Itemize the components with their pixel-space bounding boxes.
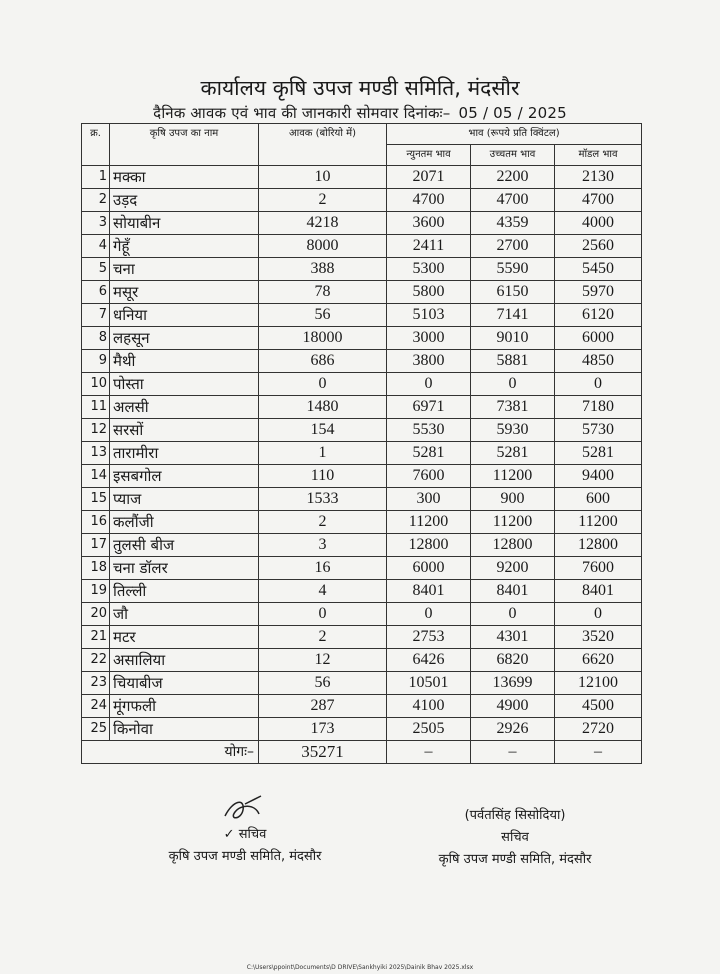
arrival-value: 154 [259, 419, 387, 442]
right-org: कृषि उपज मण्डी समिति, मंदसौर [438, 852, 592, 867]
min-price: 10501 [387, 672, 471, 695]
crop-name: धनिया [110, 304, 259, 327]
arrival-value: 0 [259, 373, 387, 396]
row-sn: 18 [82, 557, 110, 580]
min-price: 3600 [387, 212, 471, 235]
max-price: 12800 [471, 534, 555, 557]
table-body [82, 166, 642, 741]
max-price: 0 [471, 603, 555, 626]
min-price: 2753 [387, 626, 471, 649]
table-row [82, 212, 642, 235]
model-price: 5730 [555, 419, 642, 442]
row-sn: 24 [82, 695, 110, 718]
table-row [82, 396, 642, 419]
min-price: 2071 [387, 166, 471, 189]
table-row [82, 695, 642, 718]
total-row [82, 741, 642, 764]
row-sn: 11 [82, 396, 110, 419]
crop-name: गेहूँ [110, 235, 259, 258]
row-sn: 7 [82, 304, 110, 327]
min-price: 5281 [387, 442, 471, 465]
row-sn: 23 [82, 672, 110, 695]
min-price: 2411 [387, 235, 471, 258]
crop-name: सरसों [110, 419, 259, 442]
max-price: 4359 [471, 212, 555, 235]
crop-name: चना [110, 258, 259, 281]
table-row [82, 235, 642, 258]
min-price: 2505 [387, 718, 471, 741]
table-row [82, 442, 642, 465]
model-price: 2130 [555, 166, 642, 189]
header-sn: क्र. [82, 124, 110, 166]
arrival-value: 110 [259, 465, 387, 488]
min-price: 5103 [387, 304, 471, 327]
max-price: 11200 [471, 511, 555, 534]
model-price: 6620 [555, 649, 642, 672]
table-row [82, 488, 642, 511]
header-crop-name: कृषि उपज का नाम [110, 124, 259, 166]
page-title: कार्यालय कृषि उपज मण्डी समिति, मंदसौर [200, 76, 520, 100]
total-model: – [555, 741, 642, 764]
row-sn: 10 [82, 373, 110, 396]
model-price: 2560 [555, 235, 642, 258]
max-price: 6820 [471, 649, 555, 672]
model-price: 9400 [555, 465, 642, 488]
crop-name: जौ [110, 603, 259, 626]
table-row [82, 189, 642, 212]
arrival-value: 10 [259, 166, 387, 189]
report-date: 05 / 05 / 2025 [458, 104, 567, 122]
right-title: सचिव [501, 830, 529, 845]
crop-name: सोयाबीन [110, 212, 259, 235]
model-price: 5281 [555, 442, 642, 465]
table-row [82, 373, 642, 396]
crop-name: तिल्ली [110, 580, 259, 603]
row-sn: 15 [82, 488, 110, 511]
crop-name: कलौंजी [110, 511, 259, 534]
total-arrival: 35271 [259, 741, 387, 764]
max-price: 5590 [471, 258, 555, 281]
max-price: 0 [471, 373, 555, 396]
table-row [82, 419, 642, 442]
subtitle-text: दैनिक आवक एवं भाव की जानकारी सोमवार दिनांकः– [153, 104, 451, 122]
row-sn: 6 [82, 281, 110, 304]
min-price: 4700 [387, 189, 471, 212]
table-row [82, 672, 642, 695]
max-price: 900 [471, 488, 555, 511]
max-price: 2200 [471, 166, 555, 189]
table-row [82, 534, 642, 557]
arrival-value: 2 [259, 189, 387, 212]
table-row [82, 166, 642, 189]
crop-name: तारामीरा [110, 442, 259, 465]
model-price: 600 [555, 488, 642, 511]
table-row [82, 649, 642, 672]
max-price: 5930 [471, 419, 555, 442]
min-price: 8401 [387, 580, 471, 603]
min-price: 12800 [387, 534, 471, 557]
table-row [82, 511, 642, 534]
crop-name: प्याज [110, 488, 259, 511]
row-sn: 22 [82, 649, 110, 672]
row-sn: 14 [82, 465, 110, 488]
tick-mark-icon: ✓ [223, 827, 235, 842]
row-sn: 12 [82, 419, 110, 442]
model-price: 7600 [555, 557, 642, 580]
model-price: 5450 [555, 258, 642, 281]
row-sn: 5 [82, 258, 110, 281]
min-price: 6426 [387, 649, 471, 672]
table-row [82, 557, 642, 580]
crop-name: पोस्ता [110, 373, 259, 396]
crop-name: मटर [110, 626, 259, 649]
max-price: 11200 [471, 465, 555, 488]
model-price: 5970 [555, 281, 642, 304]
arrival-value: 2 [259, 511, 387, 534]
arrival-value: 388 [259, 258, 387, 281]
model-price: 6000 [555, 327, 642, 350]
min-price: 5530 [387, 419, 471, 442]
max-price: 4301 [471, 626, 555, 649]
arrival-value: 686 [259, 350, 387, 373]
crop-name: मसूर [110, 281, 259, 304]
row-sn: 16 [82, 511, 110, 534]
header-arrival: आवक (बोरियो में) [259, 124, 387, 166]
model-price: 11200 [555, 511, 642, 534]
page-subtitle [0, 103, 720, 123]
row-sn: 25 [82, 718, 110, 741]
model-price: 3520 [555, 626, 642, 649]
right-signature-block [415, 805, 615, 867]
max-price: 5881 [471, 350, 555, 373]
max-price: 13699 [471, 672, 555, 695]
model-price: 12800 [555, 534, 642, 557]
min-price: 11200 [387, 511, 471, 534]
left-secretary-line [140, 824, 350, 842]
row-sn: 21 [82, 626, 110, 649]
row-sn: 20 [82, 603, 110, 626]
crop-name: मूंगफली [110, 695, 259, 718]
max-price: 7381 [471, 396, 555, 419]
model-price: 12100 [555, 672, 642, 695]
arrival-value: 12 [259, 649, 387, 672]
model-price: 0 [555, 603, 642, 626]
max-price: 4900 [471, 695, 555, 718]
min-price: 0 [387, 603, 471, 626]
model-price: 0 [555, 373, 642, 396]
row-sn: 13 [82, 442, 110, 465]
max-price: 9010 [471, 327, 555, 350]
crop-name: इसबगोल [110, 465, 259, 488]
model-price: 4850 [555, 350, 642, 373]
row-sn: 1 [82, 166, 110, 189]
min-price: 6000 [387, 557, 471, 580]
header-min-price: न्युनतम भाव [387, 145, 471, 166]
row-sn: 2 [82, 189, 110, 212]
model-price: 8401 [555, 580, 642, 603]
price-table [81, 123, 642, 764]
min-price: 300 [387, 488, 471, 511]
crop-name: मक्का [110, 166, 259, 189]
arrival-value: 1533 [259, 488, 387, 511]
row-sn: 19 [82, 580, 110, 603]
table-row [82, 580, 642, 603]
arrival-value: 56 [259, 304, 387, 327]
model-price: 4000 [555, 212, 642, 235]
total-label: योगः– [82, 741, 259, 764]
model-price: 6120 [555, 304, 642, 327]
left-title: सचिव [238, 827, 267, 842]
table-row [82, 718, 642, 741]
arrival-value: 4 [259, 580, 387, 603]
left-org: कृषि उपज मण्डी समिति, मंदसौर [168, 849, 322, 864]
footer-file-path: C:\Users\ppoint\Documents\D DRIVE\Sankhyiki 2025\Dainik Bhav 2025.xlsx [246, 964, 474, 971]
arrival-value: 56 [259, 672, 387, 695]
min-price: 3800 [387, 350, 471, 373]
arrival-value: 2 [259, 626, 387, 649]
arrival-value: 1 [259, 442, 387, 465]
crop-name: तुलसी बीज [110, 534, 259, 557]
min-price: 3000 [387, 327, 471, 350]
total-max: – [471, 741, 555, 764]
arrival-value: 1480 [259, 396, 387, 419]
model-price: 4700 [555, 189, 642, 212]
crop-name: असालिया [110, 649, 259, 672]
min-price: 4100 [387, 695, 471, 718]
crop-name: लहसून [110, 327, 259, 350]
arrival-value: 78 [259, 281, 387, 304]
max-price: 8401 [471, 580, 555, 603]
crop-name: अलसी [110, 396, 259, 419]
crop-name: किनोवा [110, 718, 259, 741]
table-row [82, 350, 642, 373]
arrival-value: 8000 [259, 235, 387, 258]
table-row [82, 258, 642, 281]
row-sn: 8 [82, 327, 110, 350]
crop-name: चियाबीज [110, 672, 259, 695]
max-price: 5281 [471, 442, 555, 465]
crop-name: चना डॉलर [110, 557, 259, 580]
row-sn: 9 [82, 350, 110, 373]
min-price: 7600 [387, 465, 471, 488]
header-price-group: भाव (रूपये प्रति क्विंटल) [387, 124, 642, 145]
table-row [82, 304, 642, 327]
table-row [82, 327, 642, 350]
arrival-value: 173 [259, 718, 387, 741]
crop-name: मैथी [110, 350, 259, 373]
min-price: 0 [387, 373, 471, 396]
model-price: 4500 [555, 695, 642, 718]
max-price: 2700 [471, 235, 555, 258]
model-price: 2720 [555, 718, 642, 741]
total-min: – [387, 741, 471, 764]
table-row [82, 281, 642, 304]
arrival-value: 287 [259, 695, 387, 718]
right-name: (पर्वतसिंह सिसोदिया) [464, 808, 566, 823]
min-price: 6971 [387, 396, 471, 419]
arrival-value: 16 [259, 557, 387, 580]
row-sn: 3 [82, 212, 110, 235]
header-max-price: उच्चतम भाव [471, 145, 555, 166]
min-price: 5300 [387, 258, 471, 281]
max-price: 9200 [471, 557, 555, 580]
max-price: 2926 [471, 718, 555, 741]
crop-name: उड़द [110, 189, 259, 212]
table-row [82, 626, 642, 649]
row-sn: 4 [82, 235, 110, 258]
table-row [82, 603, 642, 626]
left-signature-block [140, 790, 350, 864]
max-price: 7141 [471, 304, 555, 327]
model-price: 7180 [555, 396, 642, 419]
header-model-price: मॉडल भाव [555, 145, 642, 166]
arrival-value: 4218 [259, 212, 387, 235]
max-price: 4700 [471, 189, 555, 212]
table-row [82, 465, 642, 488]
arrival-value: 0 [259, 603, 387, 626]
row-sn: 17 [82, 534, 110, 557]
max-price: 6150 [471, 281, 555, 304]
arrival-value: 3 [259, 534, 387, 557]
arrival-value: 18000 [259, 327, 387, 350]
min-price: 5800 [387, 281, 471, 304]
